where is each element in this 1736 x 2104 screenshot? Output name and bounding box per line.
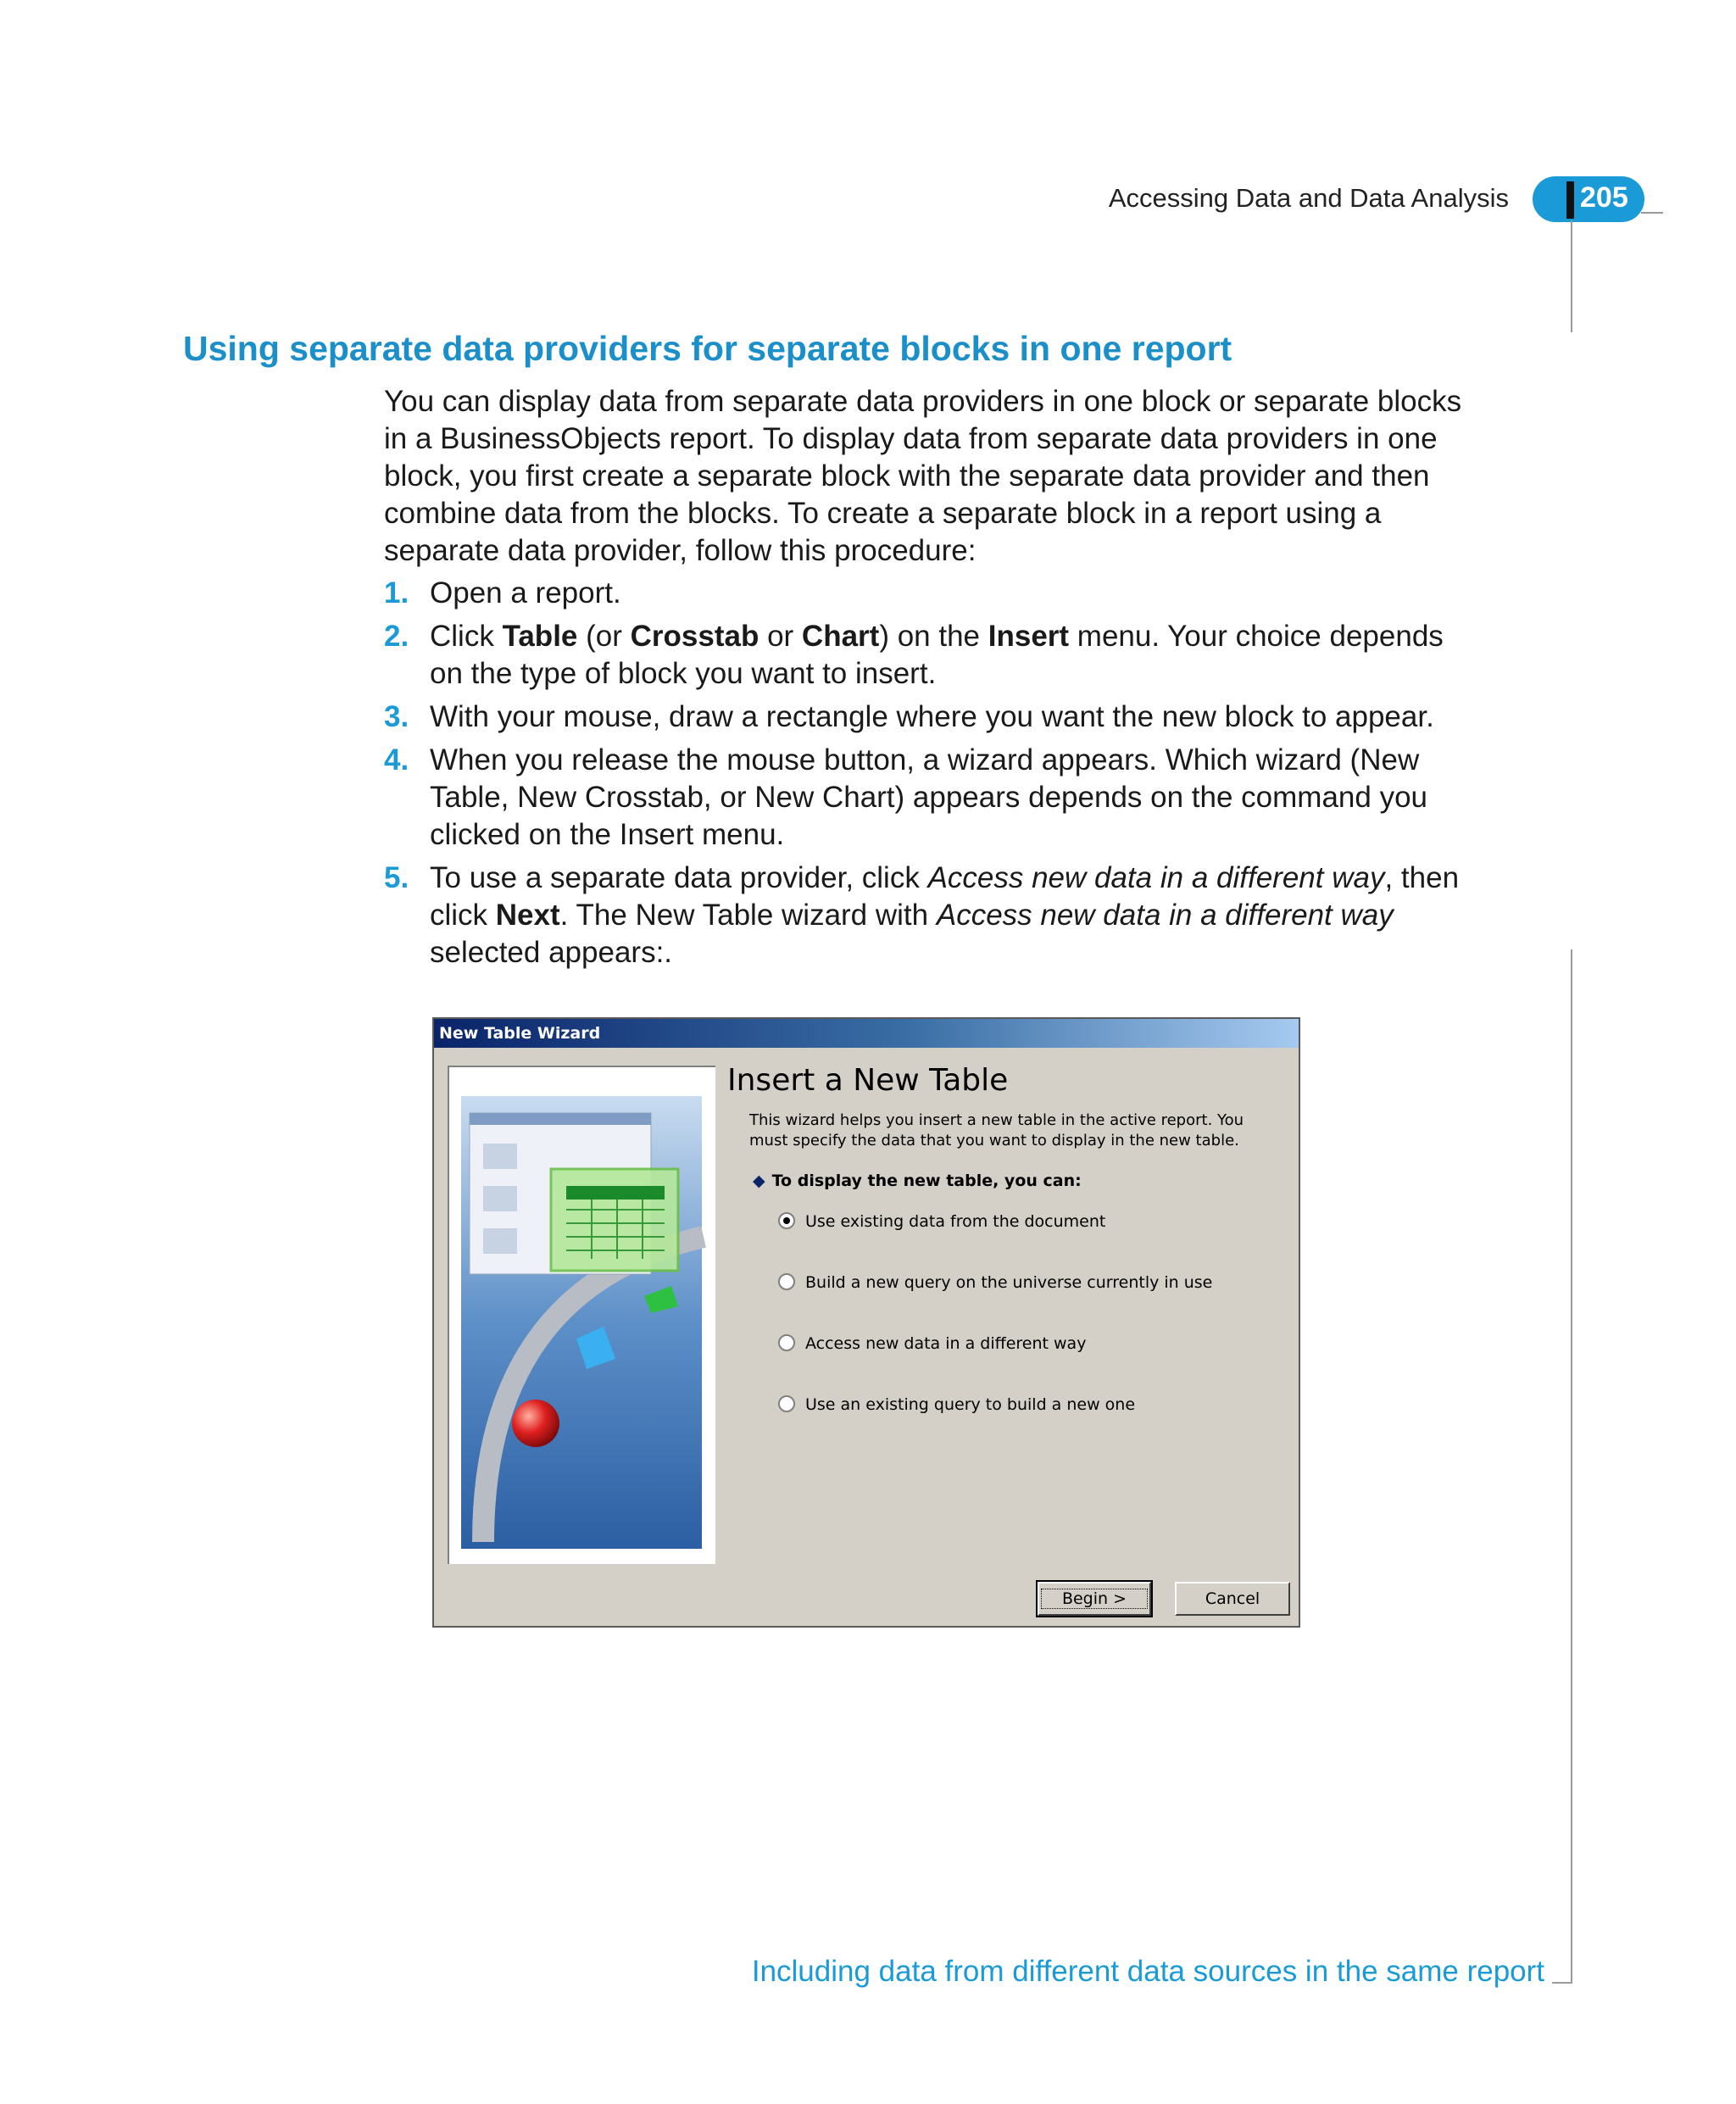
step-bold: Chart [801,620,880,653]
step-text: , then click [430,861,1460,932]
radio-button-checked[interactable] [778,1212,795,1229]
margin-rule-bottom [1571,949,1572,1984]
cancel-button[interactable]: Cancel [1175,1582,1290,1616]
step-text: Open a report. [430,576,621,609]
step-text: ) on the [879,620,988,653]
wizard-description: This wizard helps you insert a new table in the active report. You must specify the data that you want to display in the new table. [749,1111,1244,1149]
page-number: 205 [1580,181,1628,214]
wizard-title-bar[interactable]: New Table Wizard [434,1019,1299,1048]
step-text: . The New Table wizard with [559,899,937,932]
step-4 [384,742,1469,854]
step-bold: Next [495,899,560,932]
page-number-badge [1533,176,1644,222]
wizard-illustration-art [449,1067,714,1562]
step-italic: Access new data in a different way [927,861,1385,894]
header-rule [1641,212,1663,214]
option-use-existing-data[interactable] [778,1212,1105,1231]
intro-paragraph: You can display data from separate data providers in one block or separate blocks in a BusinessObjects report. To display data from separate data providers in one block, you first create a separate block with the separate data provider and then combine data from the blocks. To create a separate block in a report using a separate data provider, follow this procedure: [384,385,1462,567]
option-build-new-query[interactable] [778,1273,1212,1292]
step-text: To use a separate data provider, click [430,861,928,894]
step-bold: Insert [988,620,1070,653]
step-text: (or [577,620,631,653]
step-text: or [759,620,802,653]
radio-button[interactable] [778,1395,795,1412]
wizard-lead-text: To display the new table, you can: [771,1172,1082,1190]
step-text: Click [430,620,503,653]
step-text: With your mouse, draw a rectangle where you want the new block to appear. [430,700,1434,733]
option-label: Use existing data from the document [805,1212,1106,1231]
step-bold: Crosstab [630,620,760,653]
option-label: Access new data in a different way [805,1334,1087,1353]
radio-button[interactable] [778,1273,795,1290]
step-number: 3. [384,700,409,733]
step-5 [384,860,1469,971]
wizard-lead [753,1172,1082,1190]
margin-rule-top [1571,220,1572,332]
step-text: menu. Your choice depends on the type of block you want to insert. [430,620,1444,690]
radio-button[interactable] [778,1334,795,1351]
option-label: Build a new query on the universe currently in use [805,1273,1213,1292]
step-italic: Access new data in a different way [936,899,1394,932]
option-use-existing-query[interactable] [778,1395,1135,1414]
wizard-illustration [448,1066,715,1564]
step-number: 2. [384,620,409,653]
step-2 [384,618,1469,693]
wizard-heading: Insert a New Table [727,1063,1009,1098]
procedure-steps [384,575,1469,971]
begin-button[interactable] [1038,1582,1151,1616]
new-table-wizard-dialog [432,1017,1300,1628]
step-number: 4. [384,743,409,776]
step-text: selected appears:. [430,936,673,969]
option-label: Use an existing query to build a new one [805,1395,1136,1414]
begin-button-label: Begin > [1041,1589,1148,1609]
step-number: 5. [384,861,409,894]
running-footer: Including data from different data sources in the same report [751,1955,1544,1988]
diamond-bullet-icon: ◆ [753,1172,765,1190]
step-3 [384,699,1469,736]
option-access-new-data[interactable] [778,1334,1086,1353]
running-head: Accessing Data and Data Analysis [1108,183,1509,213]
page-badge-bar [1566,181,1574,219]
footer-rule [1552,1982,1572,1984]
step-text: When you release the mouse button, a wizard appears. Which wizard (New Table, New Crosstab, or New Chart) appears depends on the command you clicked on the Insert menu. [430,743,1427,851]
step-1 [384,575,1469,612]
body-text [384,383,1469,977]
section-title: Using separate data providers for separate blocks in one report [183,329,1232,368]
step-number: 1. [384,576,409,609]
step-bold: Table [502,620,578,653]
